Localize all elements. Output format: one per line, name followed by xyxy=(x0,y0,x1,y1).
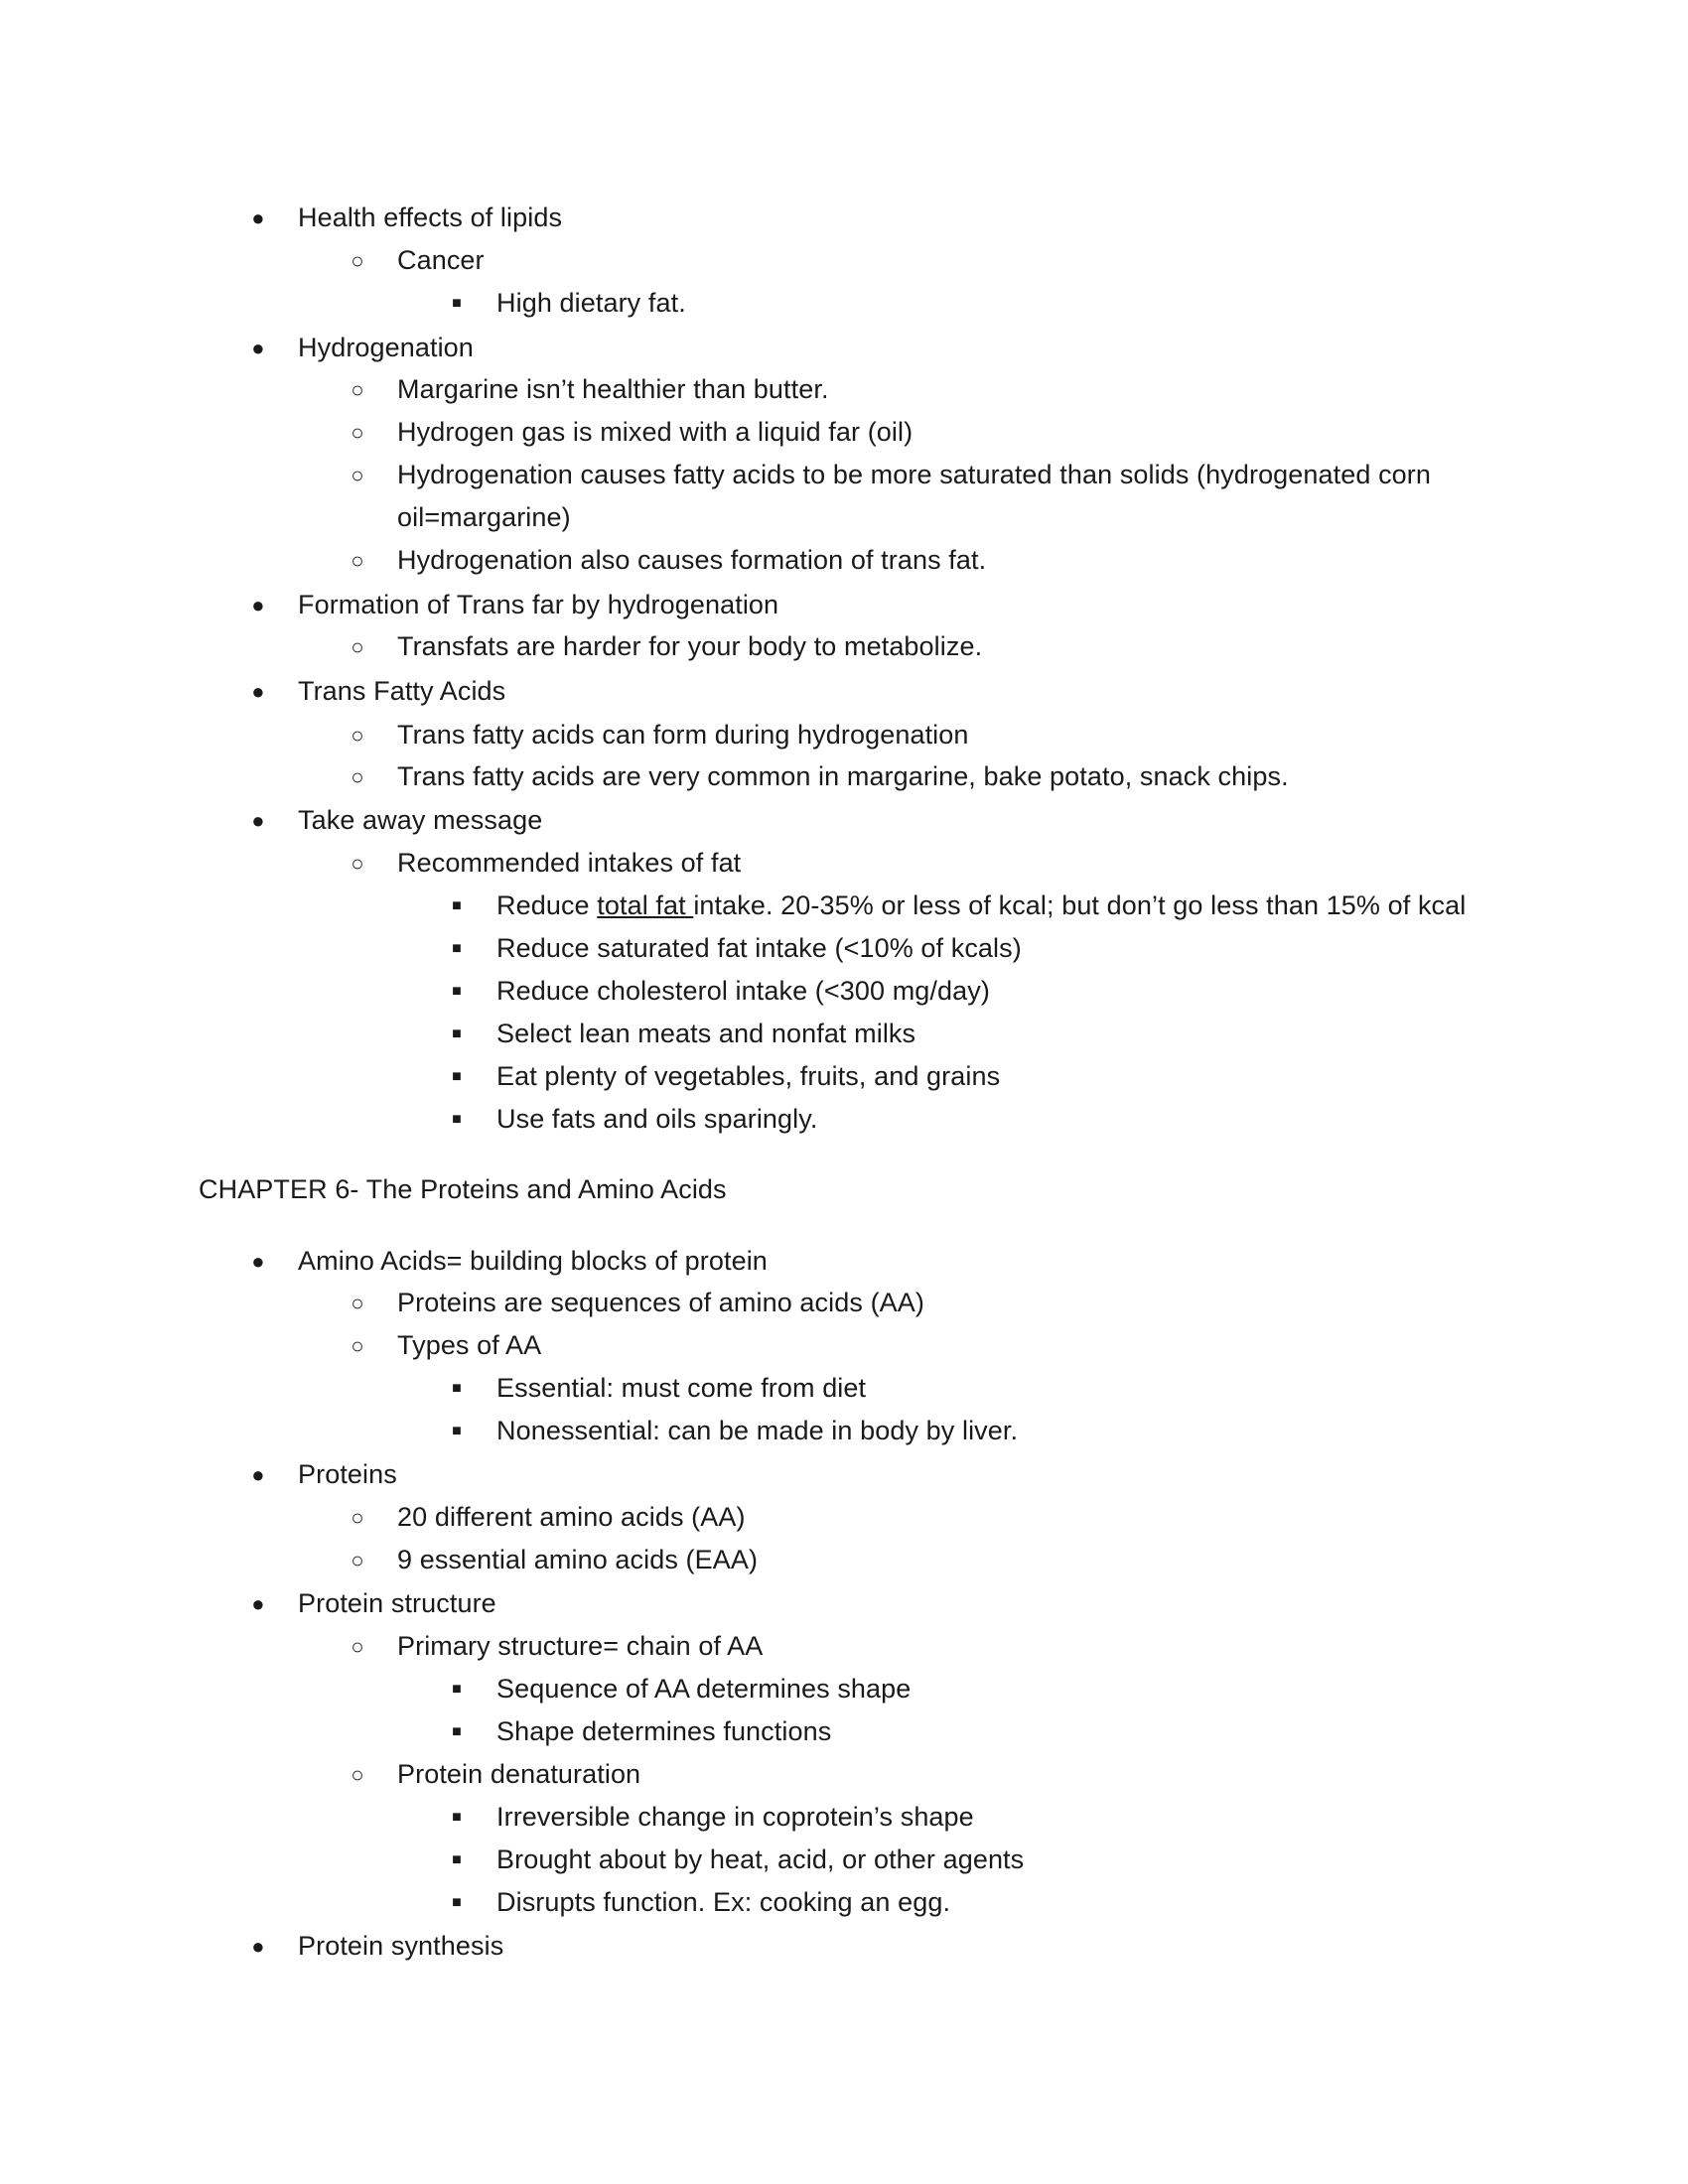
chapter-heading: CHAPTER 6- The Proteins and Amino Acids xyxy=(199,1174,727,1204)
list-item xyxy=(452,1098,818,1141)
list-item xyxy=(251,1240,768,1283)
list-item xyxy=(251,327,474,369)
bullet-disc: ● xyxy=(251,205,265,230)
list-item-text: Proteins are sequences of amino acids (AA) xyxy=(397,1288,924,1317)
bullet-square: ■ xyxy=(452,1380,462,1397)
bullet-disc: ● xyxy=(251,679,265,704)
list-item xyxy=(351,1625,764,1668)
bullet-square: ■ xyxy=(452,295,462,312)
bullet-square: ■ xyxy=(452,897,462,914)
list-item-text: High dietary fat. xyxy=(496,288,686,318)
list-item xyxy=(452,885,1467,927)
list-item-text: Margarine isn’t healthier than butter. xyxy=(397,374,829,404)
list-item-text: oil=margarine) xyxy=(397,502,571,532)
list-item xyxy=(351,625,983,668)
list-item-text: Proteins xyxy=(298,1459,397,1489)
bullet-circle: ○ xyxy=(351,463,364,487)
list-item-text: Hydrogenation causes fatty acids to be more saturated than solids (hydrogenated corn xyxy=(397,460,1432,489)
list-item-text: Recommended intakes of fat xyxy=(397,848,742,878)
list-item-text: Select lean meats and nonfat milks xyxy=(496,1019,916,1048)
list-item-text: Use fats and oils sparingly. xyxy=(496,1104,818,1134)
bullet-square: ■ xyxy=(452,1809,462,1826)
list-item-text-pre: Reduce xyxy=(496,890,598,920)
bullet-circle: ○ xyxy=(351,548,364,573)
list-item-text: Formation of Trans far by hydrogenation xyxy=(298,590,779,619)
list-item-text: 9 essential amino acids (EAA) xyxy=(397,1545,759,1574)
list-item xyxy=(251,1582,496,1625)
list-item xyxy=(452,1055,1001,1098)
bullet-square: ■ xyxy=(452,1068,462,1085)
bullet-square: ■ xyxy=(452,1894,462,1911)
list-item-text: Eat plenty of vegetables, fruits, and grains xyxy=(496,1061,1001,1091)
list-item-text-post: intake. 20-35% or less of kcal; but don’t go less than 15% of kcal xyxy=(693,890,1467,920)
list-item xyxy=(452,1013,916,1055)
bullet-circle: ○ xyxy=(351,1505,364,1530)
bullet-circle: ○ xyxy=(351,1291,364,1315)
list-item-text: Health effects of lipids xyxy=(298,203,563,232)
list-item-text: Nonessential: can be made in body by liver. xyxy=(496,1416,1019,1445)
bullet-circle: ○ xyxy=(351,420,364,445)
bullet-square: ■ xyxy=(452,1851,462,1868)
list-item xyxy=(251,670,506,713)
list-item-text: Cancer xyxy=(397,245,485,275)
list-item xyxy=(351,368,829,411)
list-item-text: Protein structure xyxy=(298,1588,496,1618)
list-item-text: Transfats are harder for your body to metabolize. xyxy=(397,631,983,661)
list-item-text: Hydrogen gas is mixed with a liquid far (oil) xyxy=(397,417,914,447)
list-item xyxy=(351,714,969,756)
underlined-text: total fat xyxy=(597,890,694,920)
list-item xyxy=(452,1796,974,1839)
bullet-circle: ○ xyxy=(351,1548,364,1572)
list-item xyxy=(251,197,563,239)
list-item xyxy=(351,1753,641,1796)
list-item xyxy=(452,970,990,1013)
list-item xyxy=(351,842,742,885)
list-item-text: Amino Acids= building blocks of protein xyxy=(298,1246,768,1276)
list-item xyxy=(351,755,1289,798)
list-item xyxy=(452,1710,832,1753)
list-item-text: Essential: must come from diet xyxy=(496,1373,867,1403)
list-item xyxy=(452,927,1022,970)
list-item xyxy=(351,1539,759,1581)
list-item-text: Hydrogenation also causes formation of trans fat. xyxy=(397,545,987,575)
bullet-circle: ○ xyxy=(351,634,364,659)
bullet-circle: ○ xyxy=(351,851,364,876)
bullet-disc: ● xyxy=(251,593,265,617)
bullet-disc: ● xyxy=(251,1462,265,1487)
bullet-square: ■ xyxy=(452,1025,462,1042)
list-item-text: Sequence of AA determines shape xyxy=(496,1674,912,1704)
bullet-circle: ○ xyxy=(351,1762,364,1787)
list-item-text: Trans Fatty Acids xyxy=(298,676,506,706)
list-item-text: Irreversible change in coprotein’s shape xyxy=(496,1802,974,1832)
bullet-circle: ○ xyxy=(351,1333,364,1358)
bullet-disc: ● xyxy=(251,1934,265,1959)
list-item-text: Shape determines functions xyxy=(496,1716,832,1746)
bullet-circle: ○ xyxy=(351,1634,364,1659)
list-item-text: Disrupts function. Ex: cooking an egg. xyxy=(496,1887,951,1917)
list-item xyxy=(452,1367,867,1410)
bullet-square: ■ xyxy=(452,983,462,1000)
list-item-text: Trans fatty acids can form during hydrogenation xyxy=(397,720,969,750)
list-item-text: Reduce cholesterol intake (<300 mg/day) xyxy=(496,976,990,1006)
bullet-disc: ● xyxy=(251,1591,265,1616)
list-item-text: Primary structure= chain of AA xyxy=(397,1631,764,1661)
bullet-square: ■ xyxy=(452,1681,462,1698)
list-item xyxy=(351,411,914,454)
bullet-disc: ● xyxy=(251,808,265,833)
list-item-text: Protein denaturation xyxy=(397,1759,641,1789)
bullet-square: ■ xyxy=(452,1723,462,1740)
bullet-disc: ● xyxy=(251,1249,265,1274)
list-item-text: Types of AA xyxy=(397,1330,542,1360)
list-item xyxy=(251,1925,504,1968)
list-item xyxy=(251,584,779,626)
list-item xyxy=(452,1410,1019,1452)
list-item xyxy=(251,799,543,842)
list-item-text: Take away message xyxy=(298,805,543,835)
list-item xyxy=(452,1668,912,1710)
list-item-text: Brought about by heat, acid, or other agents xyxy=(496,1844,1025,1874)
bullet-circle: ○ xyxy=(351,764,364,789)
list-item xyxy=(351,1282,924,1324)
list-item xyxy=(351,1496,746,1539)
list-item-text: 20 different amino acids (AA) xyxy=(397,1502,746,1532)
list-item xyxy=(251,1453,397,1496)
list-item-text: Protein synthesis xyxy=(298,1931,504,1961)
list-item xyxy=(351,539,987,582)
list-item xyxy=(452,282,686,325)
list-item xyxy=(452,1839,1025,1881)
bullet-square: ■ xyxy=(452,940,462,957)
bullet-circle: ○ xyxy=(351,248,364,273)
list-item-text: Reduce saturated fat intake (<10% of kcals) xyxy=(496,933,1022,963)
list-item xyxy=(452,1881,951,1924)
bullet-disc: ● xyxy=(251,336,265,360)
list-item-text: Hydrogenation xyxy=(298,333,474,362)
bullet-circle: ○ xyxy=(351,377,364,402)
bullet-square: ■ xyxy=(452,1423,462,1439)
list-item xyxy=(351,239,485,282)
list-item xyxy=(351,454,1432,496)
bullet-square: ■ xyxy=(452,1111,462,1128)
bullet-circle: ○ xyxy=(351,723,364,748)
list-item-continuation xyxy=(397,496,571,539)
list-item-text: Trans fatty acids are very common in margarine, bake potato, snack chips. xyxy=(397,761,1289,791)
list-item xyxy=(351,1324,542,1367)
